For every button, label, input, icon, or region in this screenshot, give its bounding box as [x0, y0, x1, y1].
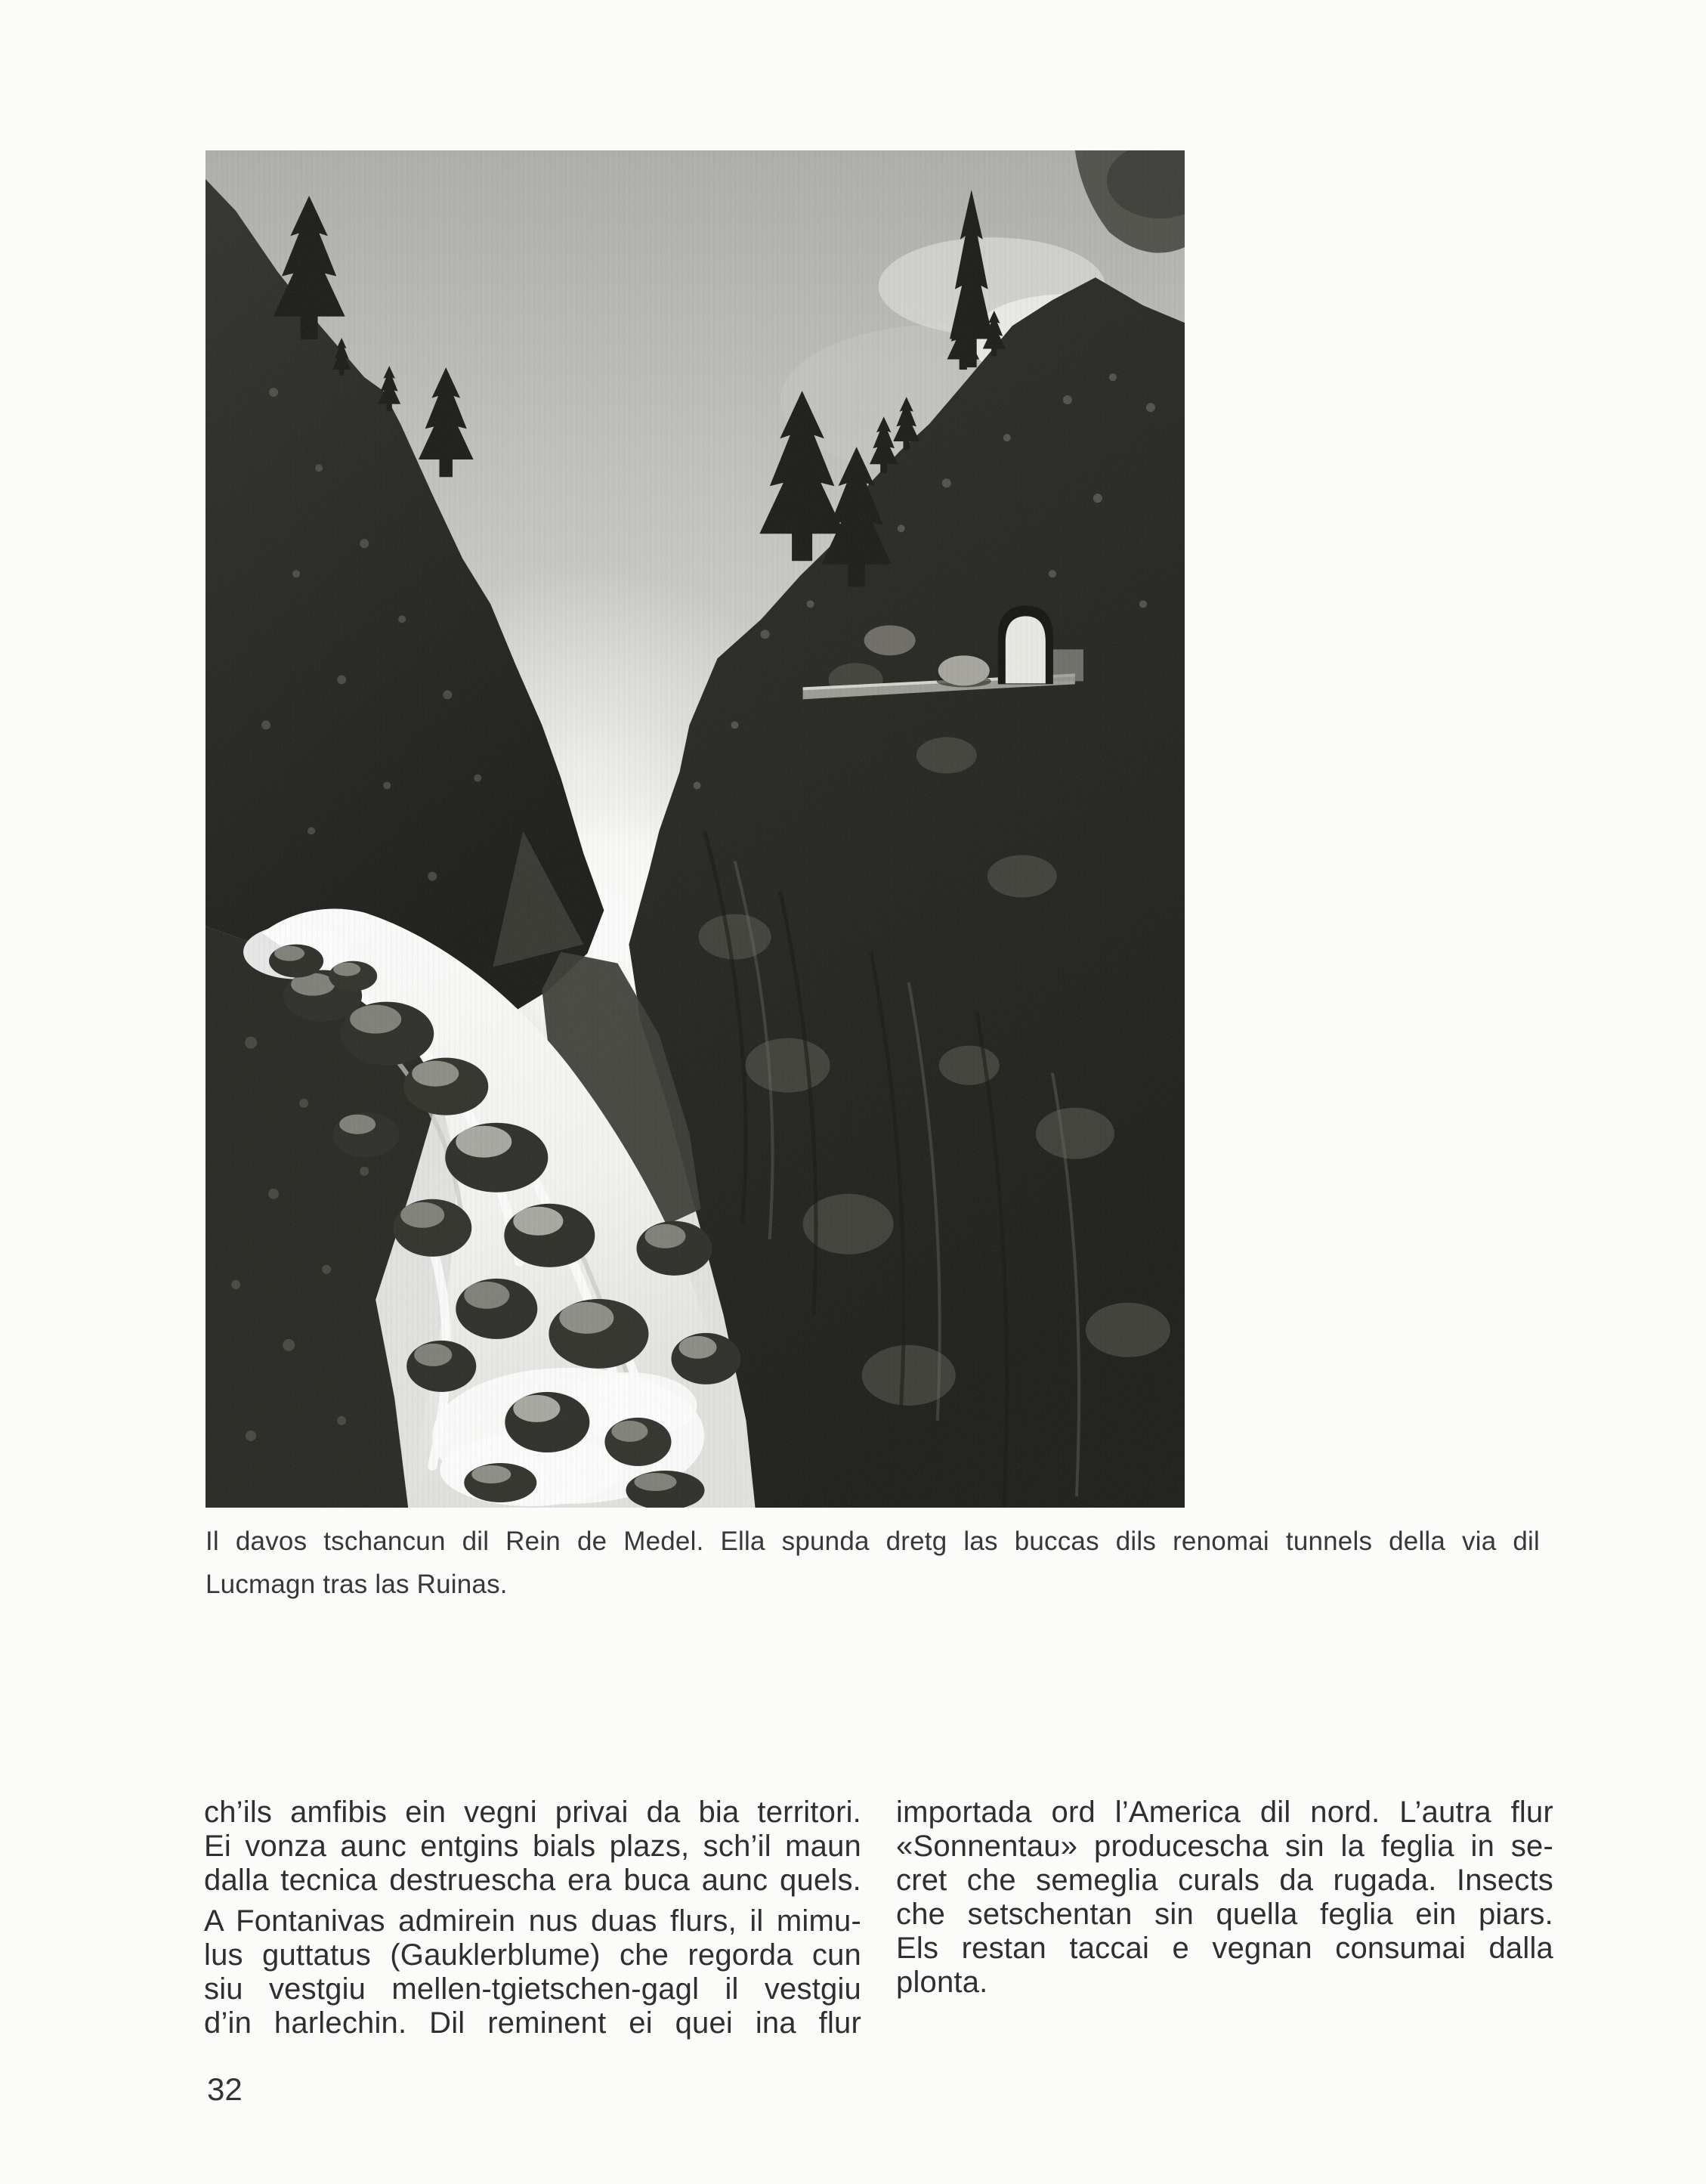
- body-text: [204, 1796, 1553, 2040]
- paragraph: [896, 1796, 1553, 2000]
- caption-line: Il davos tschancun dil Rein de Medel. Ella spunda dretg las buccas dils renomai tunnels della via dil: [206, 1527, 1540, 1556]
- text-line: «Sonnentau» producescha sin la feglia in se-: [896, 1830, 1553, 1863]
- gorge-photo-illustration: [206, 150, 1185, 1508]
- text-line: d’in harlechin. Dil reminent ei quei ina flur: [204, 2006, 861, 2040]
- text-line: Ei vonza aunc entgins bials plazs, sch’il maun: [204, 1830, 861, 1863]
- text-line: siu vestgiu mellen-tgietschen-gagl il vestgiu: [204, 1972, 861, 2006]
- text-line: che setschentan sin quella feglia ein piars.: [896, 1898, 1553, 1931]
- caption-line: Lucmagn tras las Ruinas.: [206, 1570, 508, 1599]
- text-line: ch’ils amfibis ein vegni privai da bia territori.: [204, 1796, 861, 1829]
- text-line: dalla tecnica destruescha era buca aunc quels.: [204, 1864, 861, 1897]
- page-number: 32: [207, 2071, 243, 2107]
- text-line: plonta.: [896, 1966, 988, 1999]
- text-line: A Fontanivas admirein nus duas flurs, il mimu-: [204, 1904, 861, 1938]
- text-line: cret che semeglia curals da rugada. Insects: [896, 1864, 1553, 1897]
- paragraph: [204, 1904, 861, 2040]
- right-column: [896, 1796, 1553, 2040]
- text-line: lus guttatus (Gauklerblume) che regorda cun: [204, 1938, 861, 1972]
- gorge-photo: [206, 150, 1185, 1508]
- left-column: [204, 1796, 861, 2040]
- paragraph: [204, 1796, 861, 1898]
- text-line: Els restan taccai e vegnan consumai dalla: [896, 1932, 1553, 1965]
- text-line: importada ord l’America dil nord. L’autra flur: [896, 1796, 1553, 1829]
- photo-caption: [206, 1520, 1540, 1606]
